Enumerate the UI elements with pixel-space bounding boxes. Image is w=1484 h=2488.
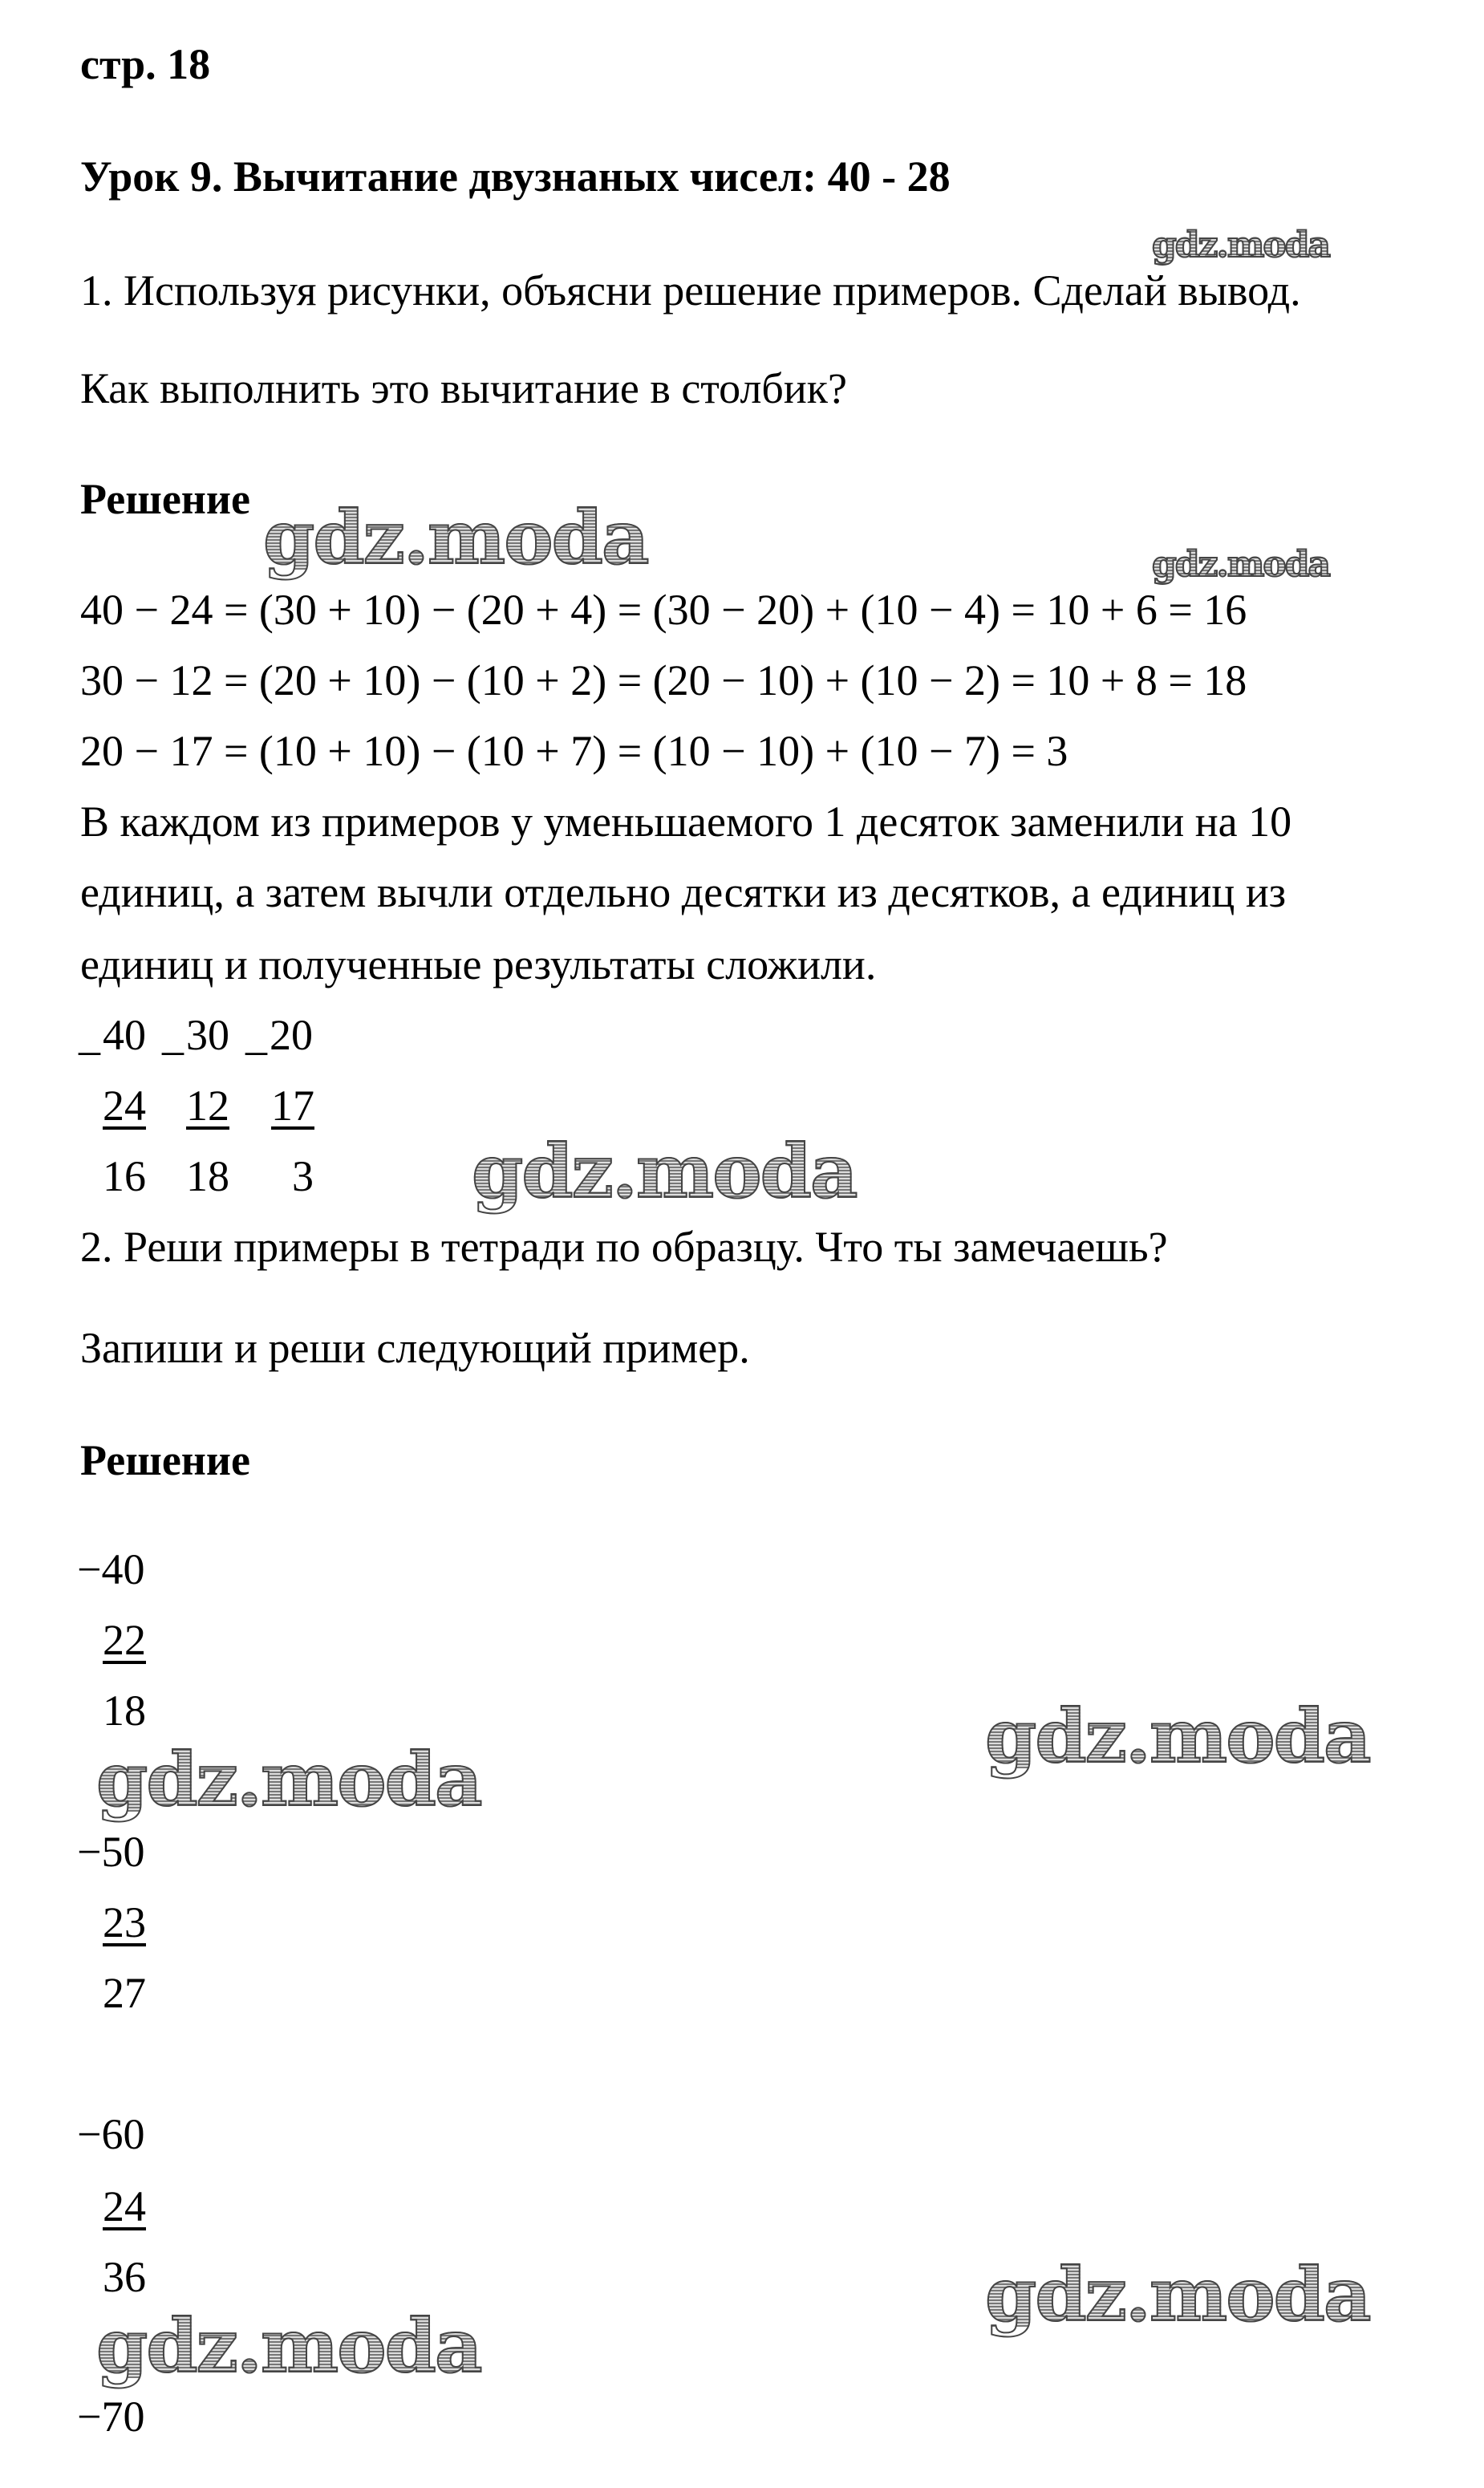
minus-sign: _ xyxy=(245,1011,267,1059)
explanation-line: единиц, а затем вычли отдельно десятки из десятков, а единиц из xyxy=(80,868,1287,916)
task1-question: 1. Используя рисунки, объясни решение примеров. Сделай вывод. xyxy=(80,266,1301,315)
result: 16 xyxy=(103,1152,146,1200)
page-label: стр. 18 xyxy=(80,40,211,88)
result: 3 xyxy=(292,1152,314,1200)
minuend: −70 xyxy=(77,2393,145,2441)
minuend: −50 xyxy=(77,1828,145,1876)
task2-question: 2. Реши примеры в тетради по образцу. Что ты замечаешь? xyxy=(80,1223,1168,1271)
watermark-logo: gdz.moda xyxy=(263,494,648,581)
result: 18 xyxy=(186,1152,229,1200)
watermark-logo: gdz.moda xyxy=(96,2303,481,2389)
task2-subquestion: Запиши и реши следующий пример. xyxy=(80,1324,750,1372)
minuend: 30 xyxy=(186,1011,229,1059)
equation: 20 − 17 = (10 + 10) − (10 + 7) = (10 − 10) + (10 − 7) = 3 xyxy=(80,727,1068,775)
minus-sign: _ xyxy=(79,1011,100,1059)
subtrahend: 24 xyxy=(103,1082,146,1130)
lesson-title: Урок 9. Вычитание двузнаных чисел: 40 - 28 xyxy=(80,152,951,201)
minus-sign: _ xyxy=(162,1011,184,1059)
subtrahend: 12 xyxy=(186,1082,229,1130)
equation: 40 − 24 = (30 + 10) − (20 + 4) = (30 − 20) + (10 − 4) = 10 + 6 = 16 xyxy=(80,586,1247,634)
explanation-line: единиц и полученные результаты сложили. xyxy=(80,940,877,988)
subtrahend: 24 xyxy=(103,2182,146,2230)
minuend: 40 xyxy=(103,1011,146,1059)
solution-heading: Решение xyxy=(80,475,250,523)
minuend: −40 xyxy=(77,1545,145,1593)
equation: 30 − 12 = (20 + 10) − (10 + 2) = (20 − 10) + (10 − 2) = 10 + 8 = 18 xyxy=(80,656,1247,704)
solution-heading: Решение xyxy=(80,1436,250,1484)
minuend: −60 xyxy=(77,2110,145,2158)
minuend: 20 xyxy=(270,1011,313,1059)
task1-subquestion: Как выполнить это вычитание в столбик? xyxy=(80,364,847,412)
watermark-logo: gdz.moda xyxy=(1152,225,1330,266)
watermark-logo: gdz.moda xyxy=(1152,544,1330,585)
subtrahend: 22 xyxy=(103,1616,146,1664)
watermark-logo: gdz.moda xyxy=(985,1693,1370,1780)
subtrahend: 17 xyxy=(271,1082,314,1130)
watermark-logo: gdz.moda xyxy=(472,1128,857,1215)
result: 18 xyxy=(103,1686,146,1735)
watermark-logo: gdz.moda xyxy=(985,2251,1370,2338)
result: 36 xyxy=(103,2253,146,2301)
explanation-line: В каждом из примеров у уменьшаемого 1 десяток заменили на 10 xyxy=(80,798,1292,846)
result: 27 xyxy=(103,1969,146,2017)
subtrahend: 23 xyxy=(103,1898,146,1946)
watermark-logo: gdz.moda xyxy=(96,1736,481,1823)
